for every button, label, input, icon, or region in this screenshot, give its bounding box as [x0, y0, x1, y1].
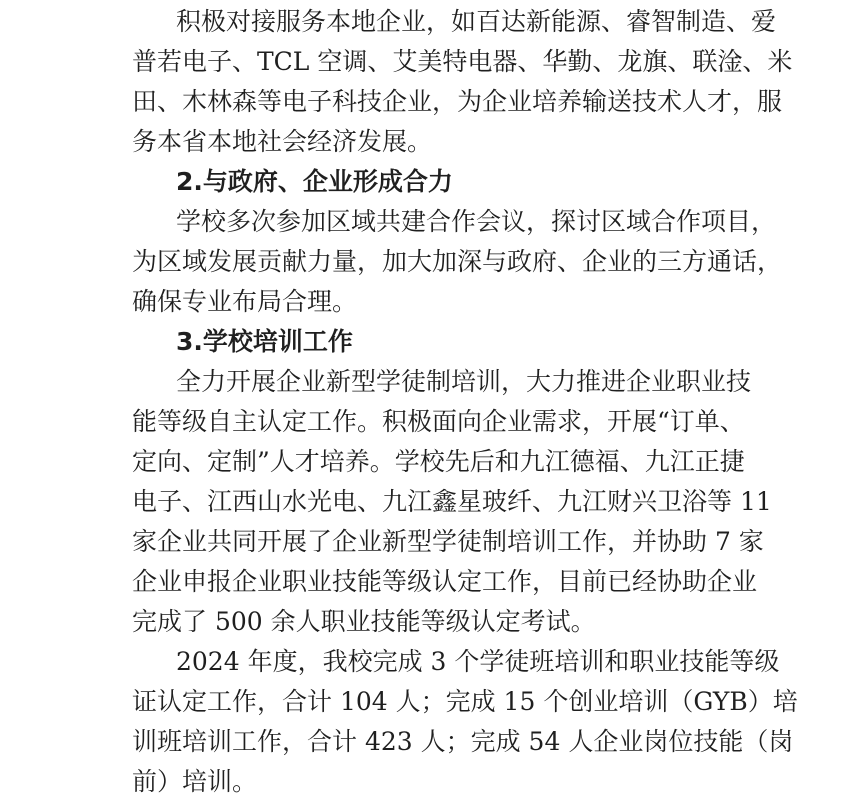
paragraph-line: 前）培训。 — [132, 767, 258, 796]
paragraph-line: 电子、江西山水光电、九江鑫星玻纤、九江财兴卫浴等 11 — [132, 487, 772, 516]
paragraph-line: 确保专业布局合理。 — [132, 287, 358, 316]
paragraph-line: 学校多次参加区域共建合作会议，探讨区域合作项目， — [176, 207, 777, 236]
paragraph-line: 普若电子、TCL 空调、艾美特电器、华勤、龙旗、联淦、米 — [132, 47, 793, 76]
paragraph-line: 企业申报企业职业技能等级认定工作，目前已经协助企业 — [132, 567, 758, 596]
paragraph-line: 定向、定制”人才培养。学校先后和九江德福、九江正捷 — [132, 447, 745, 476]
paragraph-line: 训班培训工作，合计 423 人；完成 54 人企业岗位技能（岗 — [132, 727, 794, 756]
paragraph-line: 为区域发展贡献力量，加大加深与政府、企业的三方通话， — [132, 247, 783, 276]
paragraph-line: 家企业共同开展了企业新型学徒制培训工作，并协助 7 家 — [132, 527, 764, 556]
paragraph-line: 积极对接服务本地企业，如百达新能源、睿智制造、爱 — [176, 7, 777, 36]
paragraph-line: 证认定工作，合计 104 人；完成 15 个创业培训（GYB）培 — [132, 687, 798, 716]
section-heading: 3.学校培训工作 — [176, 327, 353, 356]
paragraph-line: 田、木林森等电子科技企业，为企业培养输送技术人才，服 — [132, 87, 783, 116]
paragraph-line: 2024 年度，我校完成 3 个学徒班培训和职业技能等级 — [176, 647, 780, 676]
paragraph-line: 完成了 500 余人职业技能等级认定考试。 — [132, 607, 596, 636]
paragraph-line: 全力开展企业新型学徒制培训，大力推进企业职业技 — [176, 367, 752, 396]
paragraph-line: 能等级自主认定工作。积极面向企业需求，开展“订单、 — [132, 407, 745, 436]
section-heading: 2.与政府、企业形成合力 — [176, 167, 453, 196]
paragraph-line: 务本省本地社会经济发展。 — [132, 127, 433, 156]
